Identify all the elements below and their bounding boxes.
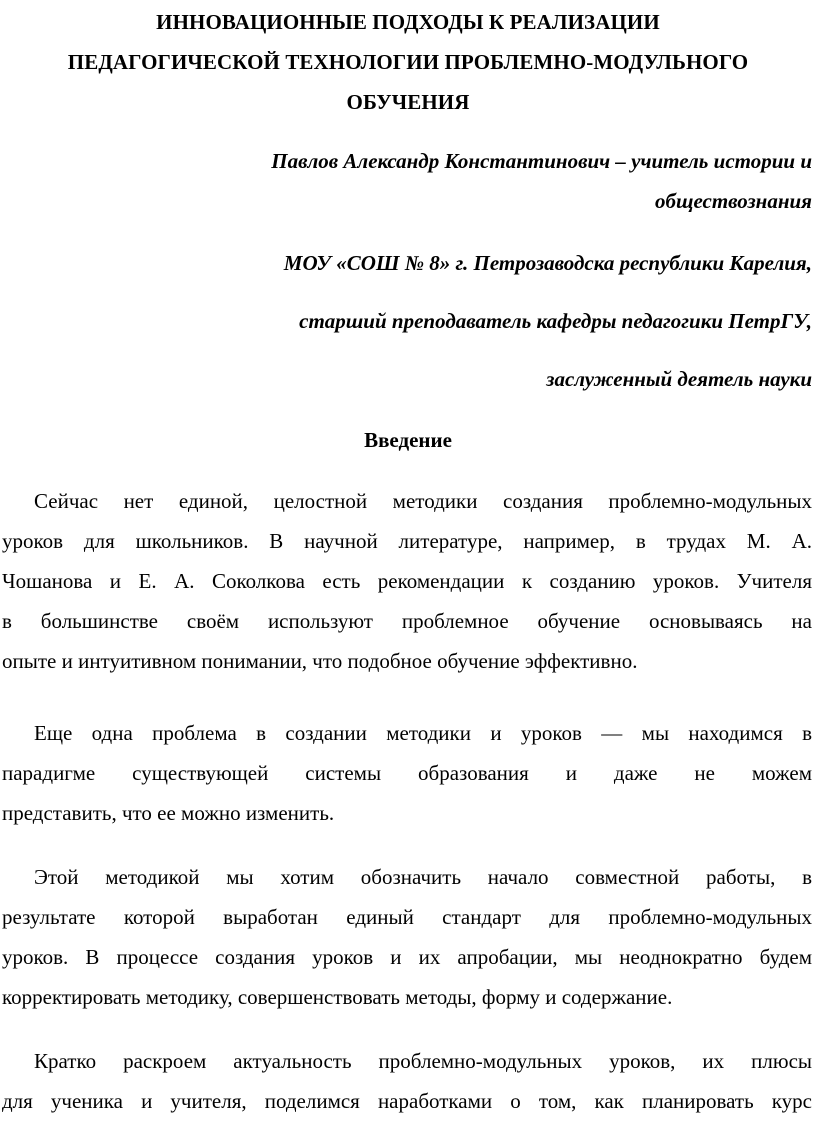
document-title — [0, 2, 816, 122]
author-position — [0, 301, 812, 341]
author-line: МОУ «СОШ № 8» г. Петрозаводска республики Карелия, — [283, 251, 812, 275]
paragraph — [2, 1041, 812, 1121]
author-line: заслуженный деятель науки — [546, 367, 812, 391]
paragraph-line: Чошанова и Е. А. Соколкова есть рекомендации к созданию уроков. Учителя — [2, 569, 812, 593]
author-line: Павлов Александр Константинович – учитель истории и — [271, 149, 812, 173]
title-line: ОБУЧЕНИЯ — [346, 90, 470, 114]
paragraph — [2, 857, 812, 1017]
paragraph-line: Кратко раскроем актуальность проблемно-модульных уроков, их плюсы — [34, 1049, 812, 1073]
author-line: обществознания — [654, 189, 812, 213]
section-heading: Введение — [364, 428, 452, 452]
paragraph-line: для ученика и учителя, поделимся наработками о том, как планировать курс — [2, 1089, 812, 1113]
title-line: ИННОВАЦИОННЫЕ ПОДХОДЫ К РЕАЛИЗАЦИИ — [156, 10, 660, 34]
title-line: ПЕДАГОГИЧЕСКОЙ ТЕХНОЛОГИИ ПРОБЛЕМНО-МОДУЛЬНОГО — [67, 50, 749, 74]
paragraph-line: Еще одна проблема в создании методики и уроков — мы находимся в — [34, 721, 812, 745]
author-line: старший преподаватель кафедры педагогики ПетрГУ, — [299, 309, 812, 333]
paragraph-line: уроков для школьников. В научной литературе, например, в трудах М. А. — [2, 529, 812, 553]
author-affiliation — [0, 243, 812, 283]
paragraph-line: уроков. В процессе создания уроков и их апробации, мы неоднократно будем — [2, 945, 812, 969]
paragraph-line: опыте и интуитивном понимании, что подобное обучение эффективно. — [2, 649, 638, 673]
author-honor — [0, 359, 812, 399]
paragraph — [2, 713, 812, 833]
paragraph-line: представить, что ее можно изменить. — [2, 801, 335, 825]
author-block — [0, 141, 812, 221]
paragraph-line: корректировать методику, совершенствовать методы, форму и содержание. — [2, 985, 673, 1009]
paragraph-line: Сейчас нет единой, целостной методики создания проблемно-модульных — [34, 489, 812, 513]
paragraph-line: результате которой выработан единый стандарт для проблемно-модульных — [2, 905, 812, 929]
paragraph-line: парадигме существующей системы образования и даже не можем — [2, 761, 812, 785]
paragraph-line: Этой методикой мы хотим обозначить начало совместной работы, в — [34, 865, 812, 889]
paragraph-line: в большинстве своём используют проблемное обучение основываясь на — [2, 609, 812, 633]
paragraph — [2, 481, 812, 681]
